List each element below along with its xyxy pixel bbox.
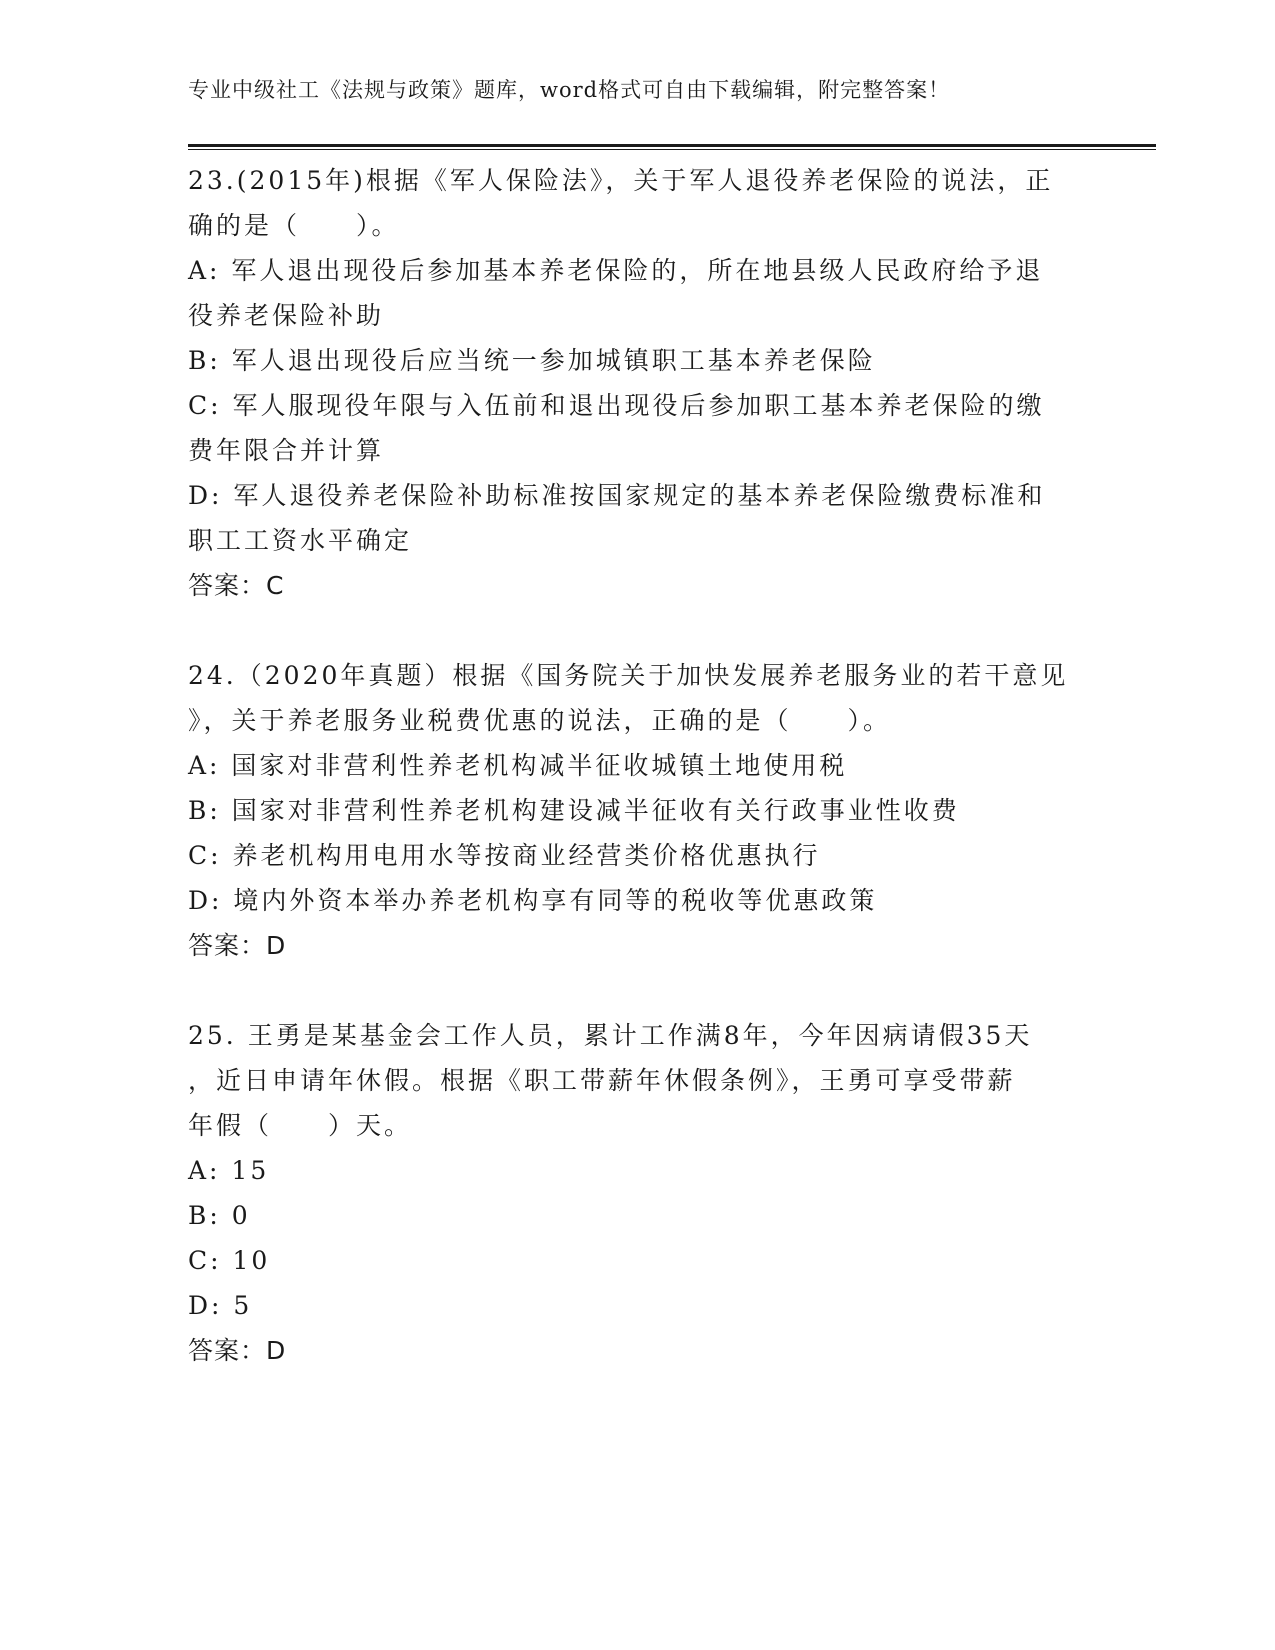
header-divider xyxy=(188,144,1156,150)
question-list xyxy=(188,158,1088,1373)
option-c-line: C: 军人服现役年限与入伍前和退出现役后参加职工基本养老保险的缴 xyxy=(188,391,1045,420)
page-header: 专业中级社工《法规与政策》题库，word格式可自由下载编辑，附完整答案！ xyxy=(188,78,951,102)
answer-label: 答案：C xyxy=(188,571,285,600)
question-stem-line: 25. 王勇是某基金会工作人员，累计工作满8年，今年因病请假35天 xyxy=(188,1021,1033,1050)
option-a-line: A: 国家对非营利性养老机构减半征收城镇土地使用税 xyxy=(188,751,848,780)
option-a-line: A: 军人退出现役后参加基本养老保险的，所在地县级人民政府给予退 xyxy=(188,256,1044,285)
option-d-line: 职工工资水平确定 xyxy=(188,526,413,555)
question-spacer xyxy=(188,608,1088,653)
option-c-line: 费年限合并计算 xyxy=(188,436,385,465)
question-23 xyxy=(188,158,1088,608)
question-24 xyxy=(188,653,1088,968)
option-d-line: D: 境内外资本举办养老机构享有同等的税收等优惠政策 xyxy=(188,886,878,915)
question-stem-line: 23.(2015年)根据《军人保险法》，关于军人退役养老保险的说法，正 xyxy=(188,166,1054,195)
answer-label: 答案：D xyxy=(188,931,287,960)
question-stem-line: 确的是（ ）。 xyxy=(188,211,400,240)
question-stem-line: 年假（ ）天。 xyxy=(188,1111,413,1140)
option-a-line: 役养老保险补助 xyxy=(188,301,385,330)
answer-label: 答案：D xyxy=(188,1336,287,1365)
option-b-line: B: 国家对非营利性养老机构建设减半征收有关行政事业性收费 xyxy=(188,796,960,825)
option-c-line: C: 养老机构用电用水等按商业经营类价格优惠执行 xyxy=(188,841,821,870)
option-b-line: B: 0 xyxy=(188,1201,251,1230)
option-c-line: C: 10 xyxy=(188,1246,271,1275)
option-b-line: B: 军人退出现役后应当统一参加城镇职工基本养老保险 xyxy=(188,346,876,375)
question-stem-line: 24.（2020年真题）根据《国务院关于加快发展养老服务业的若干意见 xyxy=(188,661,1069,690)
question-spacer xyxy=(188,968,1088,1013)
option-d-line: D: 军人退役养老保险补助标准按国家规定的基本养老保险缴费标准和 xyxy=(188,481,1046,510)
question-stem-line: ，近日申请年休假。根据《职工带薪年休假条例》，王勇可享受带薪 xyxy=(188,1066,1016,1095)
option-d-line: D: 5 xyxy=(188,1291,253,1320)
option-a-line: A: 15 xyxy=(188,1156,270,1185)
question-25 xyxy=(188,1013,1088,1373)
question-stem-line: 》，关于养老服务业税费优惠的说法，正确的是（ ）。 xyxy=(188,706,892,735)
